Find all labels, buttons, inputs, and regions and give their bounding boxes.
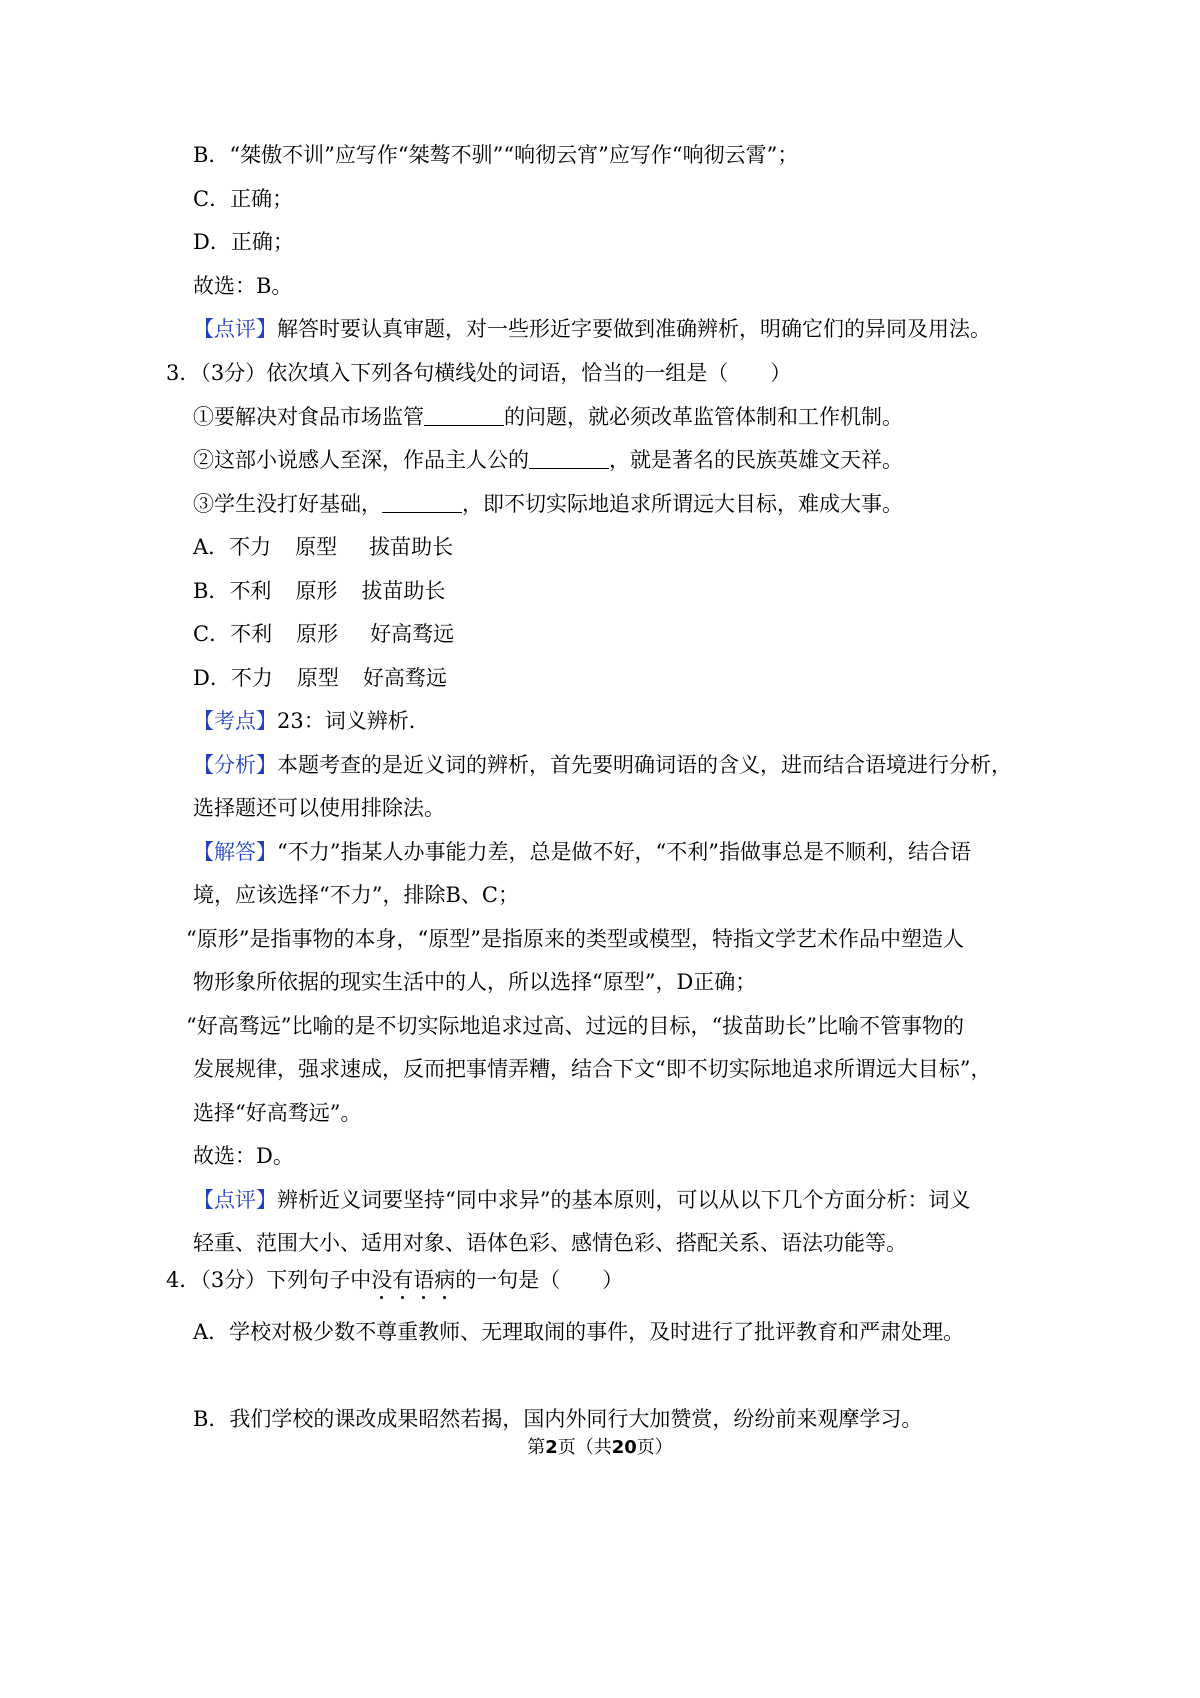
option-word: 原型 [295, 535, 338, 559]
sentence-text: 的问题，就必须改革监管体制和工作机制。 [504, 405, 903, 429]
option-word: 不利 [230, 622, 273, 646]
jieda-text: “不力”指某人办事能力差，总是做不好，“不利”指做事总是不顺利，结合语 [277, 840, 971, 864]
q4-option-b: B．我们学校的课改成果昭然若揭，国内外同行大加赞赏，纷纷前来观摩学习。 [193, 1407, 923, 1431]
kaodian-tag: 【考点】 [193, 709, 277, 733]
q2-option-c: C．正确； [193, 187, 294, 211]
q4-option-a: A．学校对极少数不尊重教师、无理取闹的事件，及时进行了批评教育和严肃处理。 [193, 1320, 965, 1344]
q3-jieda-line-4: 物形象所依据的现实生活中的人，所以选择“原型”，D正确； [193, 970, 757, 994]
sentence-text: ③学生没打好基础， [193, 492, 382, 516]
fill-blank [382, 492, 462, 513]
q3-option-a [193, 533, 453, 561]
q3-jieda-line-6: 发展规律，强求速成，反而把事情弄糟，结合下文“即不切实际地追求所谓远大目标”， [193, 1057, 992, 1081]
option-word: 原型 [296, 666, 339, 690]
q3-option-d [193, 664, 447, 692]
sentence-text: ②这部小说感人至深，作品主人公的 [193, 448, 529, 472]
page-footer [0, 1433, 1200, 1459]
fenxi-text: 本题考查的是近义词的辨析，首先要明确词语的含义，进而结合语境进行分析， [277, 753, 1012, 777]
fenxi-tag: 【分析】 [193, 753, 277, 777]
q2-comment [193, 315, 991, 343]
emphasis-char: 病 [434, 1268, 456, 1292]
q3-sentence-1 [193, 403, 903, 431]
stem-text: 4．（3分）下列句子中 [166, 1268, 372, 1292]
option-letter: A． [193, 535, 230, 559]
sentence-text: ①要解决对食品市场监管 [193, 405, 424, 429]
q3-answer: 故选：D。 [193, 1144, 294, 1168]
footer-text: 页（共 [557, 1437, 612, 1458]
option-word: 拔苗助长 [369, 535, 454, 559]
q2-option-d: D．正确； [193, 230, 294, 254]
stem-text: 的一句是（ ） [455, 1268, 624, 1292]
q3-sentence-3 [193, 490, 903, 518]
fill-blank [529, 448, 609, 469]
q2-answer: 故选：B。 [193, 274, 293, 298]
jieda-tag: 【解答】 [193, 840, 277, 864]
sentence-text: ，即不切实际地追求所谓远大目标，难成大事。 [462, 492, 903, 516]
fill-blank [424, 405, 504, 426]
q3-fenxi-line-2: 选择题还可以使用排除法。 [193, 796, 445, 820]
q3-fenxi [193, 751, 1012, 779]
footer-text: 页） [636, 1437, 673, 1458]
q3-jieda-line-2: 境，应该选择“不力”，排除B、C； [193, 883, 519, 907]
emphasis-char: 语 [413, 1268, 435, 1292]
comment-text: 解答时要认真审题，对一些形近字要做到准确辨析，明确它们的异同及用法。 [277, 317, 991, 341]
page-number: 2 [545, 1437, 558, 1458]
q3-stem: 3．（3分）依次填入下列各句横线处的词语，恰当的一组是（ ） [166, 361, 792, 385]
option-letter: D． [193, 666, 231, 690]
q3-comment [193, 1186, 970, 1214]
option-letter: C． [193, 622, 231, 646]
q3-jieda-line-3: “原形”是指事物的本身，“原型”是指原来的类型或模型，特指文学艺术作品中塑造人 [186, 927, 964, 951]
q3-jieda-line-7: 选择“好高骛远”。 [193, 1101, 362, 1125]
kaodian-text: 23：词义辨析． [277, 709, 430, 733]
comment-tag: 【点评】 [193, 1188, 277, 1212]
option-letter: B． [193, 579, 230, 603]
q3-option-c [193, 620, 454, 648]
option-word: 拔苗助长 [361, 579, 446, 603]
sentence-text: ，就是著名的民族英雄文天祥。 [609, 448, 903, 472]
option-word: 原形 [296, 622, 339, 646]
option-word: 不力 [230, 666, 273, 690]
q3-option-b [193, 577, 445, 605]
q2-option-b: B．“桀傲不训”应写作“桀骜不驯”“响彻云宵”应写作“响彻云霄”； [193, 143, 799, 167]
option-word: 好高骛远 [370, 622, 455, 646]
emphasis-char: 有 [392, 1268, 414, 1292]
footer-text: 第 [527, 1437, 546, 1458]
q4-stem [166, 1266, 623, 1294]
emphasis-char: 没 [371, 1268, 393, 1292]
page-total: 20 [611, 1437, 637, 1458]
q3-kaodian [193, 707, 430, 735]
q3-sentence-2 [193, 446, 903, 474]
option-word: 不利 [229, 579, 272, 603]
option-word: 不力 [229, 535, 272, 559]
comment-tag: 【点评】 [193, 317, 277, 341]
comment-text: 辨析近义词要坚持“同中求异”的基本原则，可以从以下几个方面分析：词义 [277, 1188, 971, 1212]
q3-jieda-line-5: “好高骛远”比喻的是不切实际地追求过高、过远的目标，“拔苗助长”比喻不管事物的 [186, 1014, 964, 1038]
q3-comment-line-2: 轻重、范围大小、适用对象、语体色彩、感情色彩、搭配关系、语法功能等。 [193, 1231, 907, 1255]
option-word: 好高骛远 [362, 666, 447, 690]
q3-jieda [193, 838, 971, 866]
option-word: 原形 [295, 579, 338, 603]
